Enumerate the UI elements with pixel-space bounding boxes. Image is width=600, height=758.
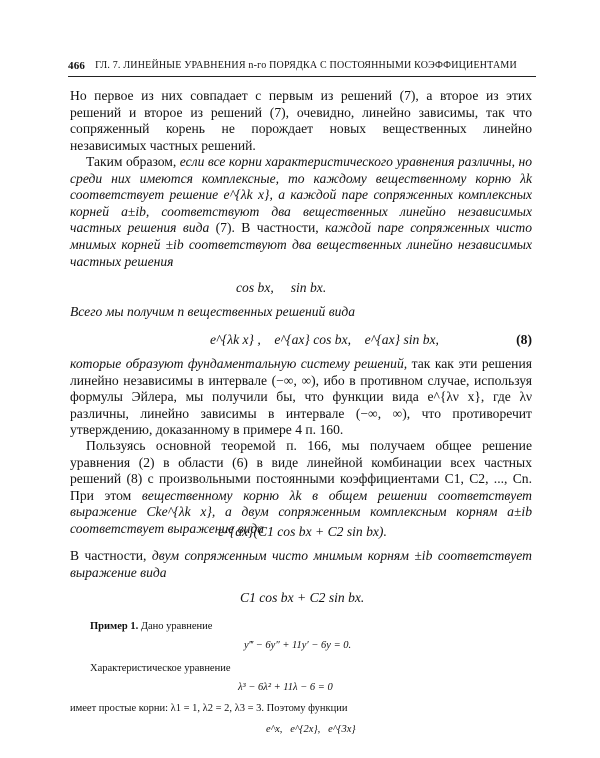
paragraph-3: Всего мы получим n вещественных решений вида [70, 304, 356, 319]
running-header [68, 60, 536, 72]
p4-italic: которые образуют фундаментальную систему решений, [70, 356, 408, 371]
paragraph-6 [70, 548, 532, 581]
p6-start: В частности, [70, 548, 152, 563]
example-label: Пример 1. [90, 621, 139, 632]
functions-list: e^x, e^{2x}, e^{3x} [266, 724, 356, 735]
p2-end: (7). В частности, [209, 220, 326, 236]
p6-italic: двум сопряженным чисто мнимым корням ±ib соответствует выражение вида [70, 548, 532, 580]
p2-italic-2: каждой паре сопряженных чисто мнимых корней ±ib соответствуют два вещественных линейно независимых частных решения [70, 220, 532, 269]
paragraph-1: Но первое из них совпадает с первым из решений (7), а второе из этих решений и второе из решений (7), очевидно, линейно зависимы, так что сопряженный корень не порождает новых вещественных линейно независимых частных решений. [70, 88, 532, 153]
running-title: ГЛ. 7. ЛИНЕЙНЫЕ УРАВНЕНИЯ n-го ПОРЯДКА С ПОСТОЯННЫМИ КОЭФФИЦИЕНТАМИ [95, 60, 517, 71]
display-general: e^{ax}(C1 cos bx + C2 sin bx). [218, 524, 387, 539]
paragraph-5 [70, 438, 532, 538]
equation-number-8: (8) [516, 332, 532, 347]
display-solutions: e^{λk x} , e^{ax} cos bx, e^{ax} sin bx, [210, 332, 439, 347]
p2-italic: если все корни характеристического уравнения различны, но среди них имеются комплексные, то каждому вещественному корню λk соответствует решение e^{λk x}, а каждой паре сопряженных комплексных корней a±ib, соответствуют два вещественных линейно независимых частных решения вида [70, 154, 533, 236]
roots-text: имеет простые корни: λ1 = 1, λ2 = 2, λ3 = 3. Поэтому функции [70, 703, 348, 714]
paragraph-4 [70, 356, 532, 439]
p5-italic: вещественному корню λk в общем решении соответствует выражение Ckе^{λk x}, а двум сопряженным комплексным корням a±ib соответствует выражение вида [70, 487, 532, 536]
char-label: Характеристическое уравнение [90, 663, 231, 674]
p5-text: Пользуясь основной теоремой п. 166, мы получаем общее решение уравнения (2) в области (6) в виде линейной комбинации всех частных решений (8) с произвольными постоянными коэффициентами C1, C2, ..., Cn. При этом [70, 438, 532, 503]
example-text: Дано уравнение [138, 621, 213, 632]
char-equation: λ³ − 6λ² + 11λ − 6 = 0 [238, 682, 333, 693]
header-rule [68, 76, 536, 77]
paragraph-2 [70, 154, 533, 269]
p2-start: Таким образом, [86, 154, 180, 169]
p4-rest: так как эти решения линейно независимы в интервале (−∞, ∞), ибо в противном случае, используя формулы Эйлера, мы получили бы, что функции вида e^{λν x}, где λν различны, линейно зависимы в интервале (−∞, ∞), что противоречит утверждению, доказанному в примере 4 п. 160. [70, 356, 532, 438]
display-imag: C1 cos bx + C2 sin bx. [240, 590, 365, 605]
page-number: 466 [68, 60, 86, 72]
example-heading [70, 620, 532, 633]
display-cos-sin: cos bx, sin bx. [236, 280, 327, 295]
example-equation: y‴ − 6y″ + 11y′ − 6y = 0. [244, 640, 352, 651]
